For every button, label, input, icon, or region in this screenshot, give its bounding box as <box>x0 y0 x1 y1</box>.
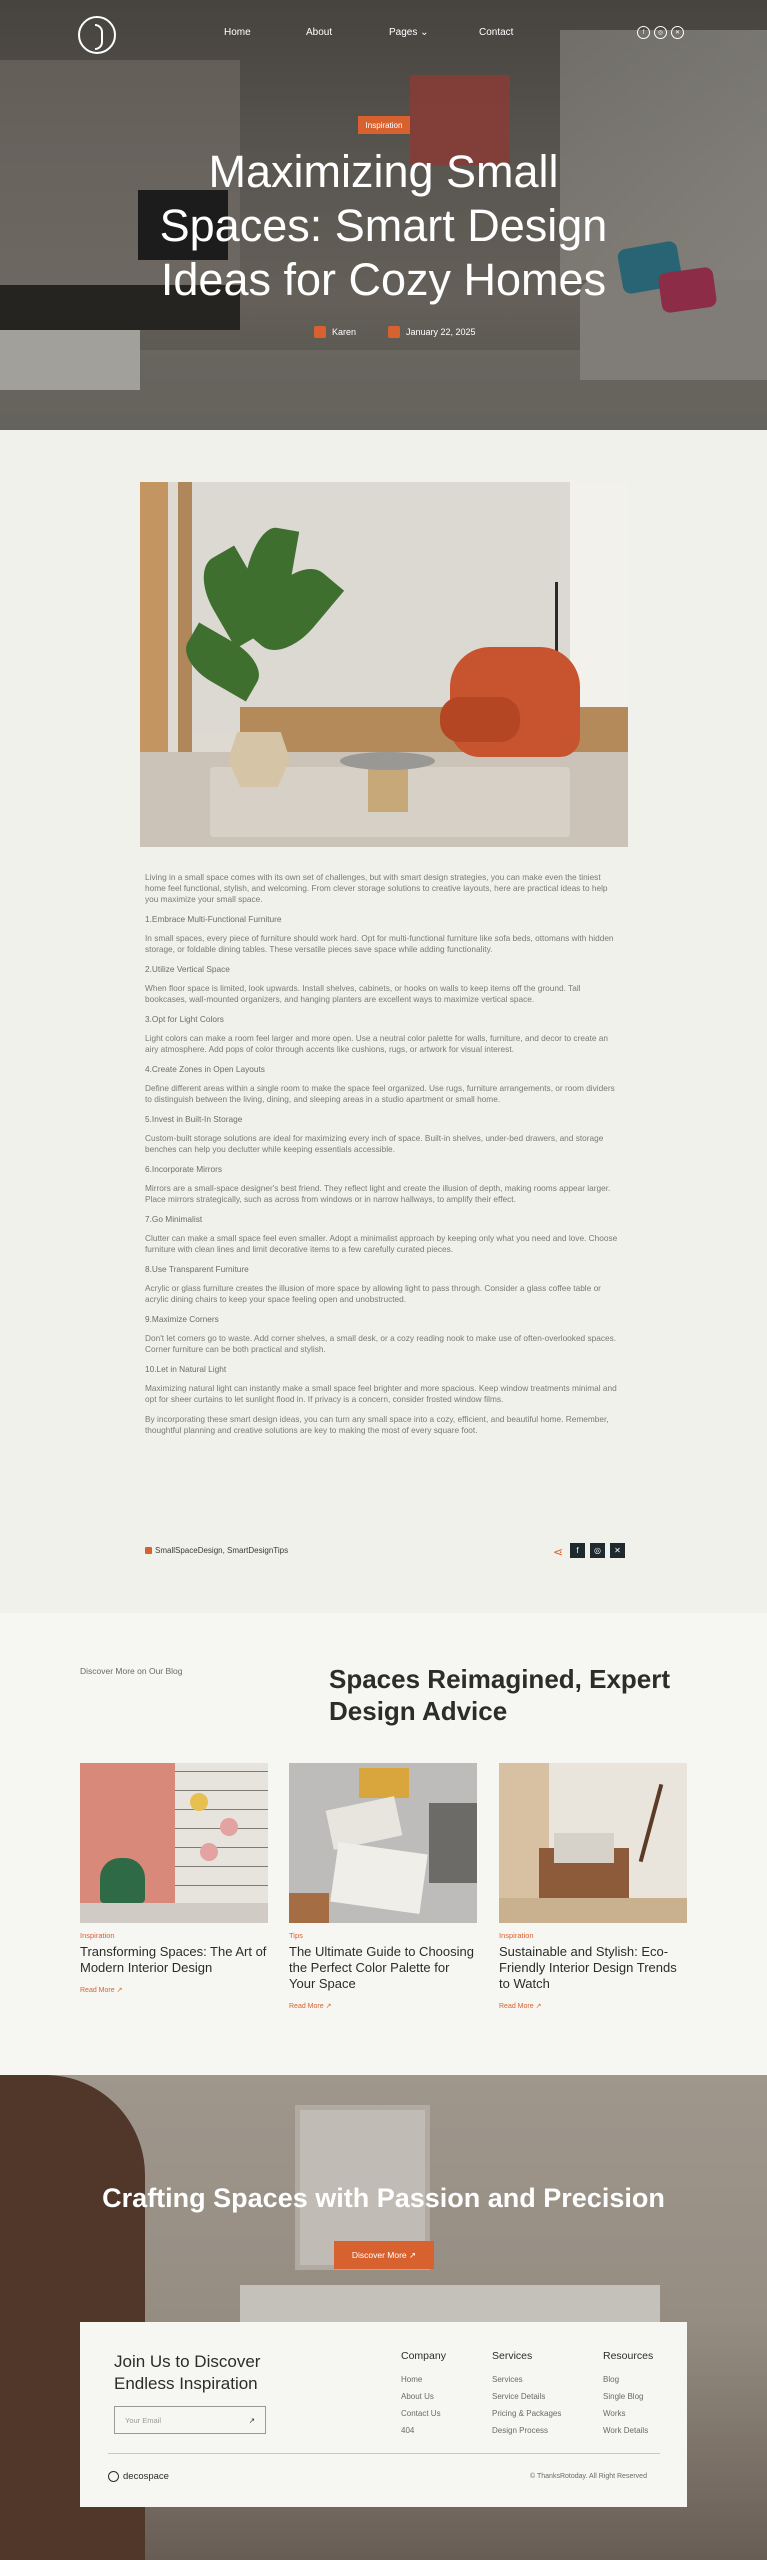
blog-card-title[interactable]: Sustainable and Stylish: Eco-Friendly Interior Design Trends to Watch <box>499 1944 677 1991</box>
image-dot <box>190 1793 208 1811</box>
facebook-icon[interactable]: f <box>637 26 650 39</box>
footer-link[interactable]: Design Process <box>492 2426 549 2435</box>
image-grid-wall <box>175 1763 268 1923</box>
article-paragraph: Clutter can make a small space feel even smaller. Adopt a minimalist approach by keeping only what you need and love. Choose furniture with clean lines and limit decorative items to a few carefully curated pieces. <box>145 1233 618 1254</box>
article-subheading: 4.Create Zones in Open Layouts <box>145 1064 265 1074</box>
discover-more-label: Discover More <box>351 2250 407 2260</box>
footer-link[interactable]: 404 <box>401 2426 415 2435</box>
post-date: January 22, 2025 <box>406 327 476 337</box>
footer-link[interactable]: Blog <box>603 2375 620 2384</box>
article-paragraph: Living in a small space comes with its own set of challenges, but with smart design strategies, you can make even the tiniest home feel functional, stylish, and welcoming. From clever storage solutions to creative layouts, here are practical ideas to help you maximize your small space. <box>145 872 608 904</box>
copyright: © ThanksRotoday. All Right Reserved <box>530 2473 647 2480</box>
footer <box>80 2322 687 2507</box>
footer-column-title: Resources <box>603 2350 654 2362</box>
blog-card-category[interactable]: Inspiration <box>80 1931 115 1940</box>
footer-link[interactable]: Service Details <box>492 2392 546 2401</box>
coffee-table-top <box>340 752 435 770</box>
article-subheading: 5.Invest in Built-In Storage <box>145 1114 243 1124</box>
footer-column-title: Services <box>492 2350 533 2362</box>
article-subheading: 8.Use Transparent Furniture <box>145 1264 249 1274</box>
footer-column-resources <box>603 2350 653 2439</box>
footer-divider <box>108 2453 660 2454</box>
blog-card-image[interactable] <box>80 1763 268 1923</box>
nav-pages[interactable] <box>389 27 429 38</box>
article-paragraph: Custom-built storage solutions are ideal for maximizing every inch of space. Built-in shelves, under-bed drawers, and storage benches can help you declutter while keeping essentials accessible. <box>145 1133 604 1154</box>
calendar-icon <box>388 326 400 338</box>
footer-link[interactable]: Home <box>401 2375 423 2384</box>
logo-icon[interactable] <box>78 16 116 54</box>
blog-card-category[interactable]: Tips <box>289 1931 303 1940</box>
footer-link[interactable]: Single Blog <box>603 2392 644 2401</box>
image-floor <box>80 1903 268 1923</box>
article-body <box>145 872 623 1445</box>
read-more-label: Read More <box>499 2003 534 2010</box>
article-subheading: 7.Go Minimalist <box>145 1214 203 1224</box>
footer-logo[interactable] <box>108 2471 169 2482</box>
image-wood <box>289 1893 329 1923</box>
read-more-label: Read More <box>80 1987 115 1994</box>
blog-card-title[interactable]: The Ultimate Guide to Choosing the Perfect Color Palette for Your Space <box>289 1944 474 1991</box>
image-cushion <box>554 1833 614 1863</box>
footer-link[interactable]: Services <box>492 2375 523 2384</box>
related-blog-section <box>0 1613 767 2075</box>
author-name: Karen <box>332 327 357 337</box>
logo-icon <box>108 2471 119 2482</box>
arrow-icon: ↗ <box>325 2003 332 2010</box>
email-field[interactable] <box>114 2406 266 2434</box>
top-nav <box>0 0 767 70</box>
blog-eyebrow: Discover More on Our Blog <box>80 1666 183 1676</box>
image-floor <box>499 1898 687 1923</box>
nav-pages-label: Pages <box>389 27 418 38</box>
article-paragraph: Don't let corners go to waste. Add corner shelves, a small desk, or a cozy reading nook to make use of often-overlooked spaces. Corner furniture can be both practical and stylish. <box>145 1333 617 1354</box>
article-paragraph: Acrylic or glass furniture creates the illusion of more space by allowing light to pass through. Consider a glass coffee table or acrylic dining chairs to keep your space feeling open and unobstructed. <box>145 1283 601 1304</box>
article-image <box>140 482 628 847</box>
x-icon[interactable]: ✕ <box>671 26 684 39</box>
image-paper <box>326 1796 403 1850</box>
tag-icon <box>145 1547 152 1554</box>
footer-link[interactable]: Contact Us <box>401 2409 441 2418</box>
article-subheading: 6.Incorporate Mirrors <box>145 1164 223 1174</box>
article-paragraph: When floor space is limited, look upwards. Install shelves, cabinets, or hooks on walls to keep items off the ground. Tall bookcases, wall-mounted organizers, and hanging planters are excellent ways to maximize vertical space. <box>145 983 581 1004</box>
hero <box>0 0 767 430</box>
footer-column-company <box>401 2350 446 2439</box>
blog-card-category[interactable]: Inspiration <box>499 1931 534 1940</box>
chevron-down-icon: ⌄ <box>420 27 429 38</box>
article-paragraph: Light colors can make a room feel larger and more open. Use a neutral color palette for walls, furniture, and decor to create an airy atmosphere. Add pops of color through accents like cushions, rugs, or artwork for visual interest. <box>145 1033 609 1054</box>
nav-about[interactable]: About <box>306 27 333 38</box>
email-placeholder: Your Email <box>125 2415 161 2425</box>
read-more-link[interactable] <box>499 2002 687 2010</box>
read-more-link[interactable] <box>80 1986 268 1994</box>
author-meta <box>314 326 356 338</box>
article-paragraph: In small spaces, every piece of furniture should work hard. Opt for multi-functional furniture like sofa beds, ottomans with hidden storage, or foldable dining tables. These versatile pieces save space while adding functionality. <box>145 933 614 954</box>
date-meta <box>388 326 476 338</box>
nav-home[interactable]: Home <box>224 27 251 38</box>
share-icon[interactable]: ⋖ <box>553 1545 564 1559</box>
article-subheading: 9.Maximize Corners <box>145 1314 219 1324</box>
article-paragraph: Mirrors are a small-space designer's best friend. They reflect light and create the illusion of depth, making rooms appear larger. Place mirrors strategically, such as across from windows or in narrow hallways, to amplify their effect. <box>145 1183 611 1204</box>
image-tool <box>429 1803 477 1883</box>
coffee-table-base <box>368 764 408 812</box>
article-paragraph: Define different areas within a single room to make the space feel organized. Use rugs, furniture arrangements, or room dividers to distinguish between the living, dining, and sleeping areas in a studio apartment or small home. <box>145 1083 615 1104</box>
read-more-label: Read More <box>289 2003 324 2010</box>
blog-heading: Spaces Reimagined, Expert Design Advice <box>329 1664 671 1726</box>
copyright-text: ThanksRotoday. All Right Reserved <box>536 2473 647 2480</box>
footer-column-services <box>492 2350 561 2439</box>
article-subheading: 1.Embrace Multi-Functional Furniture <box>145 914 282 924</box>
image-dot <box>200 1843 218 1861</box>
cta-title: Crafting Spaces with Passion and Precision <box>102 2183 665 2213</box>
nav-contact[interactable]: Contact <box>479 27 514 38</box>
blog-card[interactable] <box>80 1763 268 1994</box>
footer-link[interactable]: About Us <box>401 2392 434 2401</box>
arrow-icon[interactable]: ↗ <box>248 2415 255 2425</box>
arrow-icon: ↗ <box>535 2003 542 2010</box>
tags-share-row <box>145 1543 628 1561</box>
category-badge[interactable]: Inspiration <box>358 116 410 134</box>
blog-card[interactable] <box>289 1763 477 2010</box>
plant-pot <box>228 732 290 787</box>
arrow-icon: ↗ <box>409 2249 417 2260</box>
discover-more-button[interactable] <box>334 2241 434 2269</box>
facebook-icon[interactable]: f <box>570 1543 585 1558</box>
instagram-icon[interactable]: ◎ <box>654 26 667 39</box>
article-paragraph: Maximizing natural light can instantly make a small space feel brighter and more spacious. Keep window treatments minimal and opt for sheer curtains to let sunlight flood in. If privacy is a concern, consider frosted window films. <box>145 1383 617 1404</box>
footer-link[interactable]: Works <box>603 2409 626 2418</box>
blog-card[interactable] <box>499 1763 687 2010</box>
page-title: Maximizing Small Spaces: Smart Design Ideas for Cozy Homes <box>159 146 608 305</box>
article-paragraph: By incorporating these smart design ideas, you can turn any small space into a cozy, efficient, and beautiful home. Remember, thoughtful planning and creative solutions are key to making the most of every square foot. <box>145 1414 609 1435</box>
armchair-seat <box>440 697 520 742</box>
image-chair <box>100 1858 145 1903</box>
footer-brand: decospace <box>123 2471 169 2482</box>
user-icon <box>314 326 326 338</box>
footer-link[interactable]: Pricing & Packages <box>492 2409 562 2418</box>
post-tags[interactable]: SmallSpaceDesign, SmartDesignTips <box>155 1546 289 1555</box>
blog-card-image[interactable] <box>289 1763 477 1923</box>
image-branch <box>639 1784 664 1862</box>
instagram-icon[interactable]: ◎ <box>590 1543 605 1558</box>
blog-card-image[interactable] <box>499 1763 687 1923</box>
x-icon[interactable]: ✕ <box>610 1543 625 1558</box>
image-dot <box>220 1818 238 1836</box>
read-more-link[interactable] <box>289 2002 477 2010</box>
image-palette-box <box>359 1768 409 1798</box>
arrow-icon: ↗ <box>116 1987 123 1994</box>
blog-card-title[interactable]: Transforming Spaces: The Art of Modern Interior Design <box>80 1944 267 1975</box>
image-sketch <box>330 1842 427 1914</box>
article-subheading: 3.Opt for Light Colors <box>145 1014 224 1024</box>
footer-link[interactable]: Work Details <box>603 2426 649 2435</box>
footer-column-title: Company <box>401 2350 446 2362</box>
footer-title: Join Us to Discover Endless Inspiration <box>114 2352 261 2393</box>
article-subheading: 2.Utilize Vertical Space <box>145 964 230 974</box>
article-subheading: 10.Let in Natural Light <box>145 1364 227 1374</box>
